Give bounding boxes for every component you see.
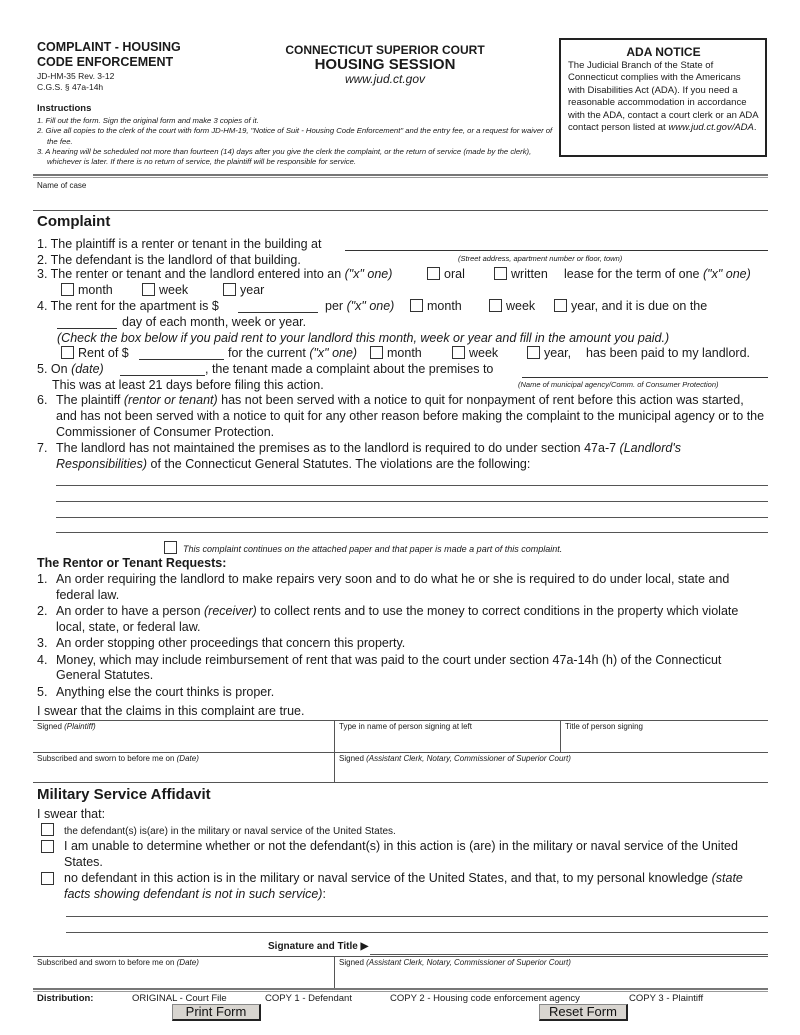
request-item <box>37 653 767 684</box>
item7-text <box>56 440 767 472</box>
court-session: HOUSING SESSION <box>314 56 456 73</box>
divider <box>33 210 768 211</box>
continues-checkbox[interactable] <box>164 541 177 554</box>
violation-line-1[interactable] <box>56 485 768 486</box>
divider <box>33 720 768 721</box>
term-year-option[interactable] <box>223 282 264 298</box>
item6-it: (rentor or tenant) <box>123 393 218 407</box>
request-text: An order requiring the landlord to make repairs very soon and to do what he or she is required to do under local, state and federal law. <box>56 572 730 602</box>
rent-paid-note: (Check the box below if you paid rent to your landlord this month, week or year and fill in the amount you paid.) <box>57 331 670 345</box>
instructions-list <box>37 116 557 167</box>
violation-line-2[interactable] <box>56 501 768 502</box>
complaint-item-7 <box>37 440 767 472</box>
subscribed-text: Subscribed and sworn to before me on <box>37 958 177 967</box>
lease-written-checkbox[interactable] <box>494 267 507 280</box>
rent-week-checkbox[interactable] <box>489 299 502 312</box>
request-number: 5. <box>37 684 48 699</box>
lease-oral-checkbox[interactable] <box>427 267 440 280</box>
divider <box>560 720 561 752</box>
subscribed-hint: (Date) <box>176 754 199 763</box>
request-text-b: to collect rents and to use the money to correct conditions in the property which violate local, state, or federal law. <box>56 604 739 634</box>
request-number: 1. <box>37 572 48 586</box>
subscribed-hint: (Date) <box>176 958 199 967</box>
military-unable-checkbox[interactable] <box>41 840 54 853</box>
rent-month-label: month <box>427 299 462 313</box>
request-item <box>37 604 767 635</box>
item3-text: 3. The renter or tenant and the landlord entered into an <box>37 267 342 281</box>
term-month-checkbox[interactable] <box>61 283 74 296</box>
item5-text: , the tenant made a complaint about the premises to <box>205 362 494 376</box>
paid-year-label: year, <box>544 346 572 360</box>
paid-month-label: month <box>387 346 422 360</box>
military-swear: I swear that: <box>37 807 106 821</box>
for-current-label: for the current <box>228 346 306 360</box>
item6-a: The plaintiff <box>56 393 124 407</box>
form-title-line2: CODE ENFORCEMENT <box>37 55 174 69</box>
x-one-hint: ("x" one) <box>702 267 751 281</box>
request-text: Money, which may include reimbursement of rent that was paid to the court under section 47a-14h (h) of the Connecticut General Statutes. <box>56 652 722 682</box>
due-day-input[interactable] <box>57 314 117 329</box>
signed-hint: (Plaintiff) <box>64 722 96 731</box>
military-subscribed-date-input[interactable] <box>33 969 333 987</box>
statute: C.G.S. § 47a-14h <box>37 82 104 92</box>
item-number: 7. <box>37 441 48 455</box>
signed-text: Signed <box>339 958 367 967</box>
term-week-option[interactable] <box>142 282 188 298</box>
complaint-item-1: 1. The plaintiff is a renter or tenant in the building at <box>37 237 322 251</box>
signed-hint: (Assistant Clerk, Notary, Commissioner of Superior Court) <box>366 958 571 967</box>
ada-link: www.jud.ct.gov/ADA <box>668 122 754 134</box>
military-option-3-label <box>64 870 761 902</box>
lease-term-label: lease for the term of one <box>564 267 700 281</box>
distribution-copy1: COPY 1 - Defendant <box>265 993 352 1004</box>
distribution-copy3: COPY 3 - Plaintiff <box>629 993 704 1004</box>
distribution-label: Distribution: <box>37 993 94 1004</box>
due-day-text: day of each month, week or year. <box>122 315 307 329</box>
term-year-label: year <box>240 283 265 297</box>
ada-notice-title: ADA NOTICE <box>626 45 701 59</box>
lease-written-option[interactable] <box>494 266 548 282</box>
title-person-label: Title of person signing <box>565 722 643 731</box>
request-number: 3. <box>37 636 48 650</box>
form-meta <box>37 71 114 93</box>
instructions-title: Instructions <box>37 103 92 114</box>
rent-paid-option[interactable] <box>61 345 129 361</box>
rent-week-option[interactable] <box>489 298 535 314</box>
violation-line-4[interactable] <box>56 532 768 533</box>
x-one-hint: ("x" one) <box>346 299 395 313</box>
building-address-input[interactable] <box>345 236 768 251</box>
military-option-2-label: I am unable to determine whether or not the defendant(s) in this action is (are) in the military or naval service of the United States. <box>64 839 738 869</box>
instruction-item: 1. Fill out the form. Sign the original form and make 3 copies of it. <box>37 116 259 125</box>
form-title-line1: COMPLAINT - HOUSING <box>37 40 181 54</box>
rent-year-checkbox[interactable] <box>554 299 567 312</box>
opt3-text: no defendant in this action is in the military or naval service of the United States, and that, to my personal knowledge <box>64 871 709 885</box>
court-url: www.jud.ct.gov <box>344 72 426 86</box>
term-year-checkbox[interactable] <box>223 283 236 296</box>
signature-title-label: Signature and Title ▶ <box>268 941 369 952</box>
rent-year-label: year, and it is due on the <box>571 299 708 313</box>
request-text-it: (receiver) <box>204 604 257 618</box>
military-signature-field[interactable] <box>370 954 768 955</box>
request-text: An order stopping other proceedings that concern this property. <box>56 636 406 650</box>
rent-of-label: Rent of $ <box>78 346 129 360</box>
continues-label: This complaint continues on the attached paper and that paper is made a part of this complaint. <box>183 544 563 554</box>
divider <box>33 988 768 992</box>
ada-notice-box <box>559 38 767 157</box>
distribution-original: ORIGINAL - Court File <box>132 993 227 1004</box>
title-person-input[interactable] <box>562 733 767 751</box>
complaint-item-6 <box>37 392 767 440</box>
complaint-item-5 <box>37 361 104 377</box>
case-name-label: Name of case <box>37 181 87 190</box>
paid-week-option[interactable] <box>452 345 498 361</box>
distribution-copy2: COPY 2 - Housing code enforcement agency <box>390 993 580 1004</box>
item-number: 6. <box>37 393 48 407</box>
signed-hint: (Assistant Clerk, Notary, Commissioner of Superior Court) <box>366 754 571 763</box>
date-hint: (date) <box>71 362 104 376</box>
rent-paid-amount-input[interactable] <box>139 345 224 360</box>
divider <box>334 956 335 989</box>
paid-year-option[interactable] <box>527 345 571 361</box>
x-one-hint: ("x" one) <box>344 267 393 281</box>
request-text-a: An order to have a person <box>56 604 205 618</box>
military-option-1-label: the defendant(s) is(are) in the military or naval service of the United States. <box>64 826 396 837</box>
divider <box>33 956 768 957</box>
signed-text: Signed <box>339 754 367 763</box>
item6-text <box>56 392 767 440</box>
print-form-button[interactable]: Print Form <box>172 1004 261 1021</box>
complaint-date-input[interactable] <box>120 361 205 376</box>
court-heading <box>250 43 520 86</box>
lease-written-label: written <box>511 267 548 281</box>
requests-list <box>37 572 767 700</box>
request-text: Anything else the court thinks is proper. <box>56 684 275 699</box>
item7-b: of the Connecticut General Statutes. The violations are the following: <box>147 457 531 471</box>
term-week-checkbox[interactable] <box>142 283 155 296</box>
military-in-service-checkbox[interactable] <box>41 823 54 836</box>
facts-line-1[interactable] <box>66 916 768 917</box>
rent-per-text <box>325 298 394 314</box>
per-label: per <box>325 299 344 313</box>
subscribed-date-input[interactable] <box>33 765 333 782</box>
military-option-3[interactable] <box>41 870 761 902</box>
continues-option[interactable] <box>164 541 562 554</box>
violation-line-3[interactable] <box>56 517 768 518</box>
opt3-hint: (state facts showing defendant is not in such service) <box>64 871 743 901</box>
military-subscribed-label <box>37 958 199 967</box>
signed-plaintiff-label <box>37 722 96 731</box>
x-one-hint: ("x" one) <box>309 346 358 360</box>
reset-form-button[interactable]: Reset Form <box>539 1004 628 1021</box>
ada-notice-text: The Judicial Branch of the State of Connecticut complies with the Americans with Disabilities Act (ADA). If you need a reasonable accommodation in accordance with the ADA, contact a court clerk or an ADA contact person listed at <box>568 60 759 134</box>
request-item <box>37 636 767 652</box>
request-item <box>37 685 767 701</box>
for-current-text <box>228 345 357 361</box>
term-week-label: week <box>159 283 189 297</box>
address-caption: (Street address, apartment number or floor, town) <box>458 254 623 263</box>
ada-notice-body <box>568 60 759 134</box>
lease-oral-option[interactable] <box>427 266 465 282</box>
request-item <box>37 572 767 603</box>
paid-week-label: week <box>469 346 499 360</box>
rent-year-option[interactable] <box>554 298 707 314</box>
form-number: JD-HM-35 Rev. 3-12 <box>37 71 115 81</box>
item7-it: (Landlord's Responsibilities) <box>56 441 681 471</box>
subscribed-text: Subscribed and sworn to before me on <box>37 754 177 763</box>
instruction-item: 3. A hearing will be scheduled not more than fourteen (14) days after you give the clerk the complaint, or the return of service (made by the clerk), whichever is later. If there is no return of service, the plaintiff will be responsible for service. <box>37 146 532 167</box>
plaintiff-signature-field[interactable] <box>33 733 333 751</box>
complaint-item-3 <box>37 266 392 282</box>
complaint-heading: Complaint <box>37 213 111 230</box>
rent-amount-input[interactable] <box>238 298 318 313</box>
request-number: 4. <box>37 652 48 667</box>
military-heading: Military Service Affidavit <box>37 786 211 803</box>
requests-heading: The Rentor or Tenant Requests: <box>37 556 227 570</box>
paid-week-checkbox[interactable] <box>452 346 465 359</box>
item5-on: 5. On <box>37 362 68 376</box>
divider <box>33 174 768 178</box>
rent-week-label: week <box>506 299 536 313</box>
term-month-label: month <box>78 283 113 297</box>
signed-text: Signed <box>37 722 65 731</box>
opt3-end: : <box>322 887 326 901</box>
paid-month-checkbox[interactable] <box>370 346 383 359</box>
complaint-item-2: 2. The defendant is the landlord of that building. <box>37 253 301 267</box>
rent-paid-checkbox[interactable] <box>61 346 74 359</box>
item7-a: The landlord has not maintained the premises as to the landlord is required to do under section 47a-7 <box>56 441 620 455</box>
request-number: 2. <box>37 604 48 618</box>
agency-caption: (Name of municipal agency/Comm. of Consumer Protection) <box>518 380 719 389</box>
paid-year-checkbox[interactable] <box>527 346 540 359</box>
divider <box>334 720 335 782</box>
rent-month-checkbox[interactable] <box>410 299 423 312</box>
type-name-input[interactable] <box>336 733 558 751</box>
military-option-1[interactable] <box>41 823 396 837</box>
swear-statement: I swear that the claims in this complaint are true. <box>37 704 305 718</box>
military-option-2[interactable] <box>41 838 761 870</box>
lease-oral-label: oral <box>444 267 465 281</box>
agency-name-input[interactable] <box>522 361 768 378</box>
paid-end-text: has been paid to my landlord. <box>586 346 750 360</box>
court-name: CONNECTICUT SUPERIOR COURT <box>285 43 485 57</box>
request-text <box>56 604 767 635</box>
divider <box>33 752 768 753</box>
rent-month-option[interactable] <box>410 298 462 314</box>
instruction-item: 2. Give all copies to the clerk of the court with form JD-HM-19, "Notice of Suit - Housing Code Enforcement" and the entry fee, or a request for waiver of the fee. <box>37 126 553 146</box>
term-month-option[interactable] <box>61 282 113 298</box>
lease-term-text <box>564 266 751 282</box>
military-signed-clerk-label <box>339 958 571 967</box>
ada-notice-end: . <box>753 122 757 134</box>
subscribed-label <box>37 754 199 763</box>
complaint-item-4: 4. The rent for the apartment is $ <box>37 299 219 313</box>
facts-line-2[interactable] <box>66 932 768 933</box>
type-name-label: Type in name of person signing at left <box>339 722 472 731</box>
paid-month-option[interactable] <box>370 345 422 361</box>
form-title <box>37 40 227 70</box>
case-name-input[interactable] <box>33 190 768 210</box>
item6-b: has not been served with a notice to quit for nonpayment of rent before this action was started, and has not been served with a notice to quit for any other reason before making the complaint to the municipal agency or to the Commissioner of Consumer Protection. <box>56 393 765 439</box>
item5-note: This was at least 21 days before filing this action. <box>52 378 324 392</box>
military-not-in-service-checkbox[interactable] <box>41 872 54 885</box>
signed-clerk-label <box>339 754 571 763</box>
divider <box>33 782 768 783</box>
